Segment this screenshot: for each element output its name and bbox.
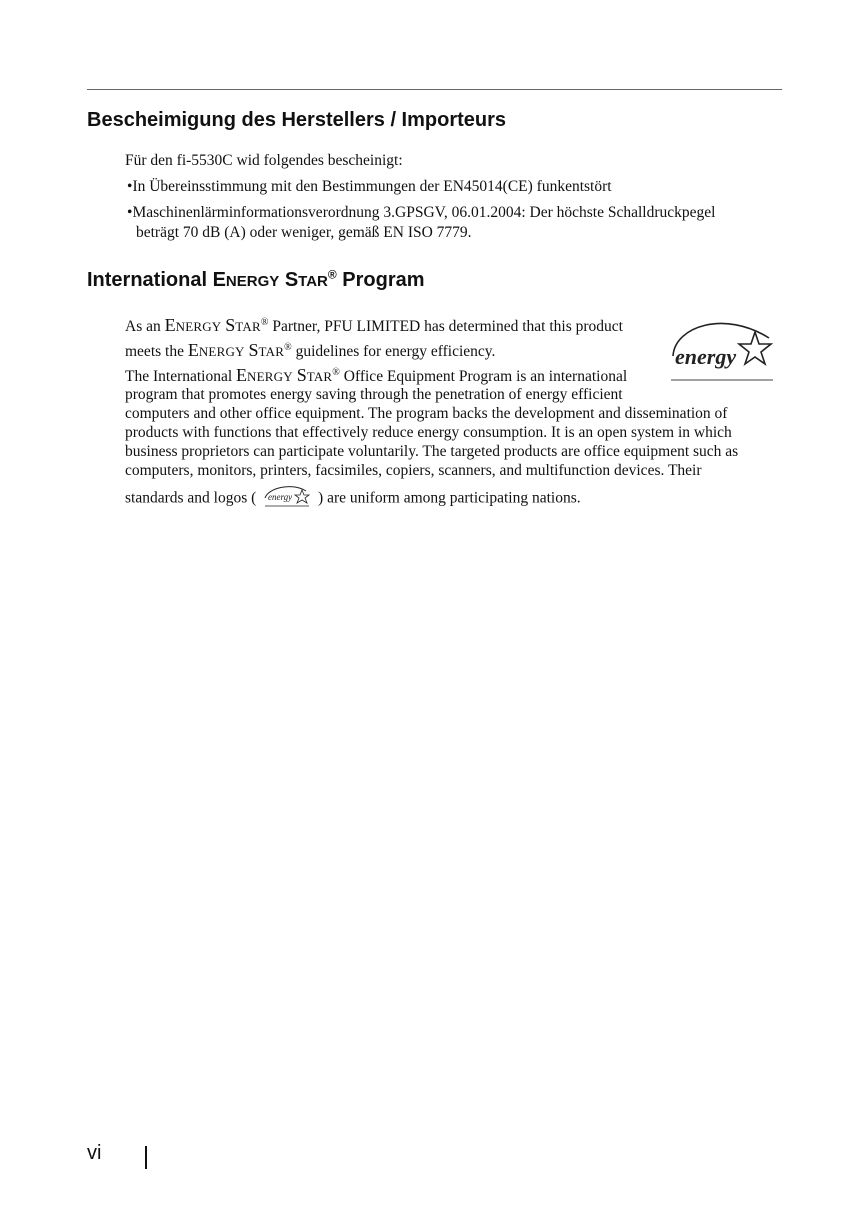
energy-star-small-logo-icon <box>262 482 312 508</box>
certificate-bullet-2-continued: beträgt 70 dB (A) oder weniger, gemäß EN ISO 7779. <box>136 224 472 241</box>
certificate-bullet-1: •In Übereinsstimmung mit den Bestimmungen der EN45014(CE) funkentstört <box>127 178 612 195</box>
certificate-intro: Für den fi-5530C wid folgendes bescheinigt: <box>125 152 403 169</box>
top-rule <box>87 89 782 90</box>
energy-paragraph-line-8: computers, monitors, printers, facsimiles, copiers, scanners, and multifunction devices. Their <box>125 462 702 479</box>
energy-paragraph-line-1: As an ENERGY STAR® Partner, PFU LIMITED has determined that this product <box>125 315 623 335</box>
energy-paragraph-line-9: standards and logos ( energy ) are uniform among participating nations. <box>125 486 581 512</box>
section-heading-certificate: Bescheimigung des Herstellers / Importeurs <box>87 109 507 131</box>
svg-text:energy: energy <box>268 492 293 502</box>
energy-paragraph-line-3: The International ENERGY STAR® Office Equipment Program is an international <box>125 365 628 385</box>
energy-paragraph-line-7: business proprietors can participate voluntarily. The targeted products are office equipment such as <box>125 443 739 460</box>
energy-star-logo-icon <box>665 312 777 384</box>
footer-bar <box>145 1146 147 1169</box>
bullet-icon: • <box>127 204 133 221</box>
svg-text:energy: energy <box>675 344 737 369</box>
energy-paragraph-line-5: computers and other office equipment. The program backs the development and dissemination of <box>125 405 728 422</box>
energy-paragraph-line-4: program that promotes energy saving through the penetration of energy efficient <box>125 386 623 403</box>
certificate-bullet-2: •Maschinenlärminformationsverordnung 3.GPSGV, 06.01.2004: Der höchste Schalldruckpegel <box>127 204 716 221</box>
page-number: vi <box>87 1142 102 1164</box>
section-heading-energy-star: International ENERGY STAR® Program <box>87 267 425 291</box>
energy-paragraph-line-6: products with functions that effectively reduce energy consumption. It is an open system in which <box>125 424 732 441</box>
energy-paragraph-line-2: meets the ENERGY STAR® guidelines for energy efficiency. <box>125 340 496 360</box>
bullet-icon: • <box>127 178 133 195</box>
